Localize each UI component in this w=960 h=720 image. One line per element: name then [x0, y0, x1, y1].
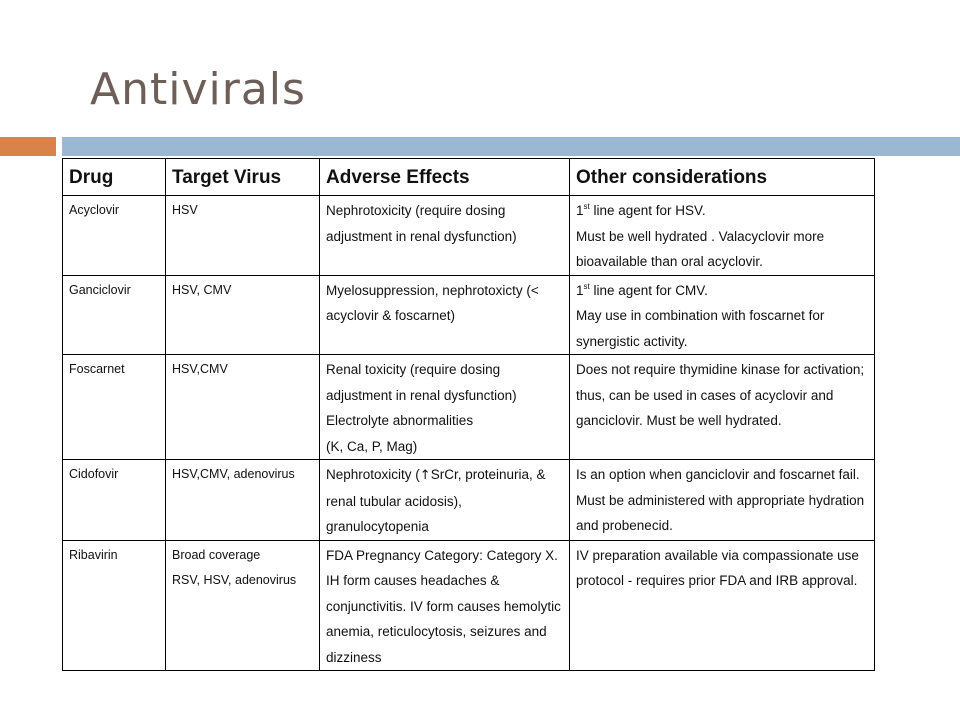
effects-line [326, 462, 565, 540]
table-row [63, 275, 875, 355]
table-header-row [63, 159, 875, 196]
effects-prefix: Nephrotoxicity ( [326, 467, 420, 482]
virus-line: HSV [172, 203, 198, 217]
adverse-effects-cell [320, 460, 570, 541]
adverse-effects-cell [320, 275, 570, 355]
header-adverse-effects: Adverse Effects [320, 159, 570, 196]
drug-cell: Ganciclovir [63, 275, 166, 355]
virus-line: RSV, HSV, adenovirus [172, 573, 297, 587]
ordinal-suffix: st [583, 202, 590, 211]
other-line: IV preparation available via compassionate use protocol - requires prior FDA and IRB approval. [576, 547, 859, 588]
up-arrow-icon: ↑ [419, 468, 431, 483]
other-line: Does not require thymidine kinase for activation; thus, can be used in cases of acyclovir and ganciclovir. Must be well hydrated. [576, 362, 865, 428]
table-row [63, 540, 875, 671]
header-drug: Drug [63, 159, 166, 196]
other-line [576, 198, 870, 224]
virus-line: HSV,CMV [172, 362, 228, 376]
table-row [63, 355, 875, 460]
other-considerations-cell [570, 196, 875, 276]
antivirals-table [62, 158, 875, 671]
other-considerations-cell [570, 275, 875, 355]
header-other-considerations: Other considerations [570, 159, 875, 196]
other-first-text: line agent for CMV. [589, 282, 708, 298]
effects-line: Renal toxicity (require dosing adjustment in renal dysfunction) [326, 362, 517, 403]
target-virus-cell [166, 355, 320, 460]
adverse-effects-cell [320, 540, 570, 671]
accent-bar-blue [62, 137, 960, 156]
target-virus-cell [166, 460, 320, 541]
ordinal-suffix: st [583, 281, 590, 291]
header-target-virus: Target Virus [166, 159, 320, 196]
effects-line: Electrolyte abnormalities [326, 413, 474, 428]
drug-cell: Ribavirin [63, 540, 166, 671]
accent-bar-orange [0, 137, 56, 156]
virus-line: HSV,CMV, adenovirus [172, 467, 295, 481]
ordinal-number: 1 [576, 282, 584, 298]
virus-line: HSV, CMV [172, 282, 232, 297]
drug-cell: Foscarnet [63, 355, 166, 460]
slide-title: Antivirals [90, 64, 306, 115]
drug-cell: Acyclovir [63, 196, 166, 276]
effects-line: Nephrotoxicity (require dosing adjustment in renal dysfunction) [326, 203, 517, 244]
effects-line: Myelosuppression, nephrotoxicty (< acyclovir & foscarnet) [326, 282, 539, 323]
other-considerations-cell [570, 460, 875, 541]
effects-line: (K, Ca, P, Mag) [326, 438, 418, 454]
table-row [63, 196, 875, 276]
virus-line: Broad coverage [172, 547, 261, 562]
other-line: Is an option when ganciclovir and foscarnet fail. [576, 467, 860, 482]
target-virus-cell [166, 196, 320, 276]
other-line: Must be well hydrated . Valacyclovir more bioavailable than oral acyclovir. [576, 228, 825, 269]
target-virus-cell [166, 540, 320, 671]
other-line: Must be administered with appropriate hydration and probenecid. [576, 492, 865, 533]
drug-cell: Cidofovir [63, 460, 166, 541]
effects-rest: SrCr, proteinuria, & renal tubular acidosis), granulocytopenia [326, 467, 546, 534]
target-virus-cell [166, 275, 320, 355]
other-considerations-cell [570, 540, 875, 671]
table-row [63, 460, 875, 541]
other-considerations-cell [570, 355, 875, 460]
other-line [576, 278, 870, 304]
adverse-effects-cell [320, 355, 570, 460]
effects-line: FDA Pregnancy Category: Category X. IH form causes headaches & conjunctivitis. IV form causes hemolytic anemia, reticulocytosis, seizures and dizziness [326, 547, 561, 665]
adverse-effects-cell [320, 196, 570, 276]
ordinal-number: 1 [576, 203, 584, 218]
other-line: May use in combination with foscarnet for synergistic activity. [576, 308, 825, 349]
other-first-text: line agent for HSV. [589, 203, 706, 218]
